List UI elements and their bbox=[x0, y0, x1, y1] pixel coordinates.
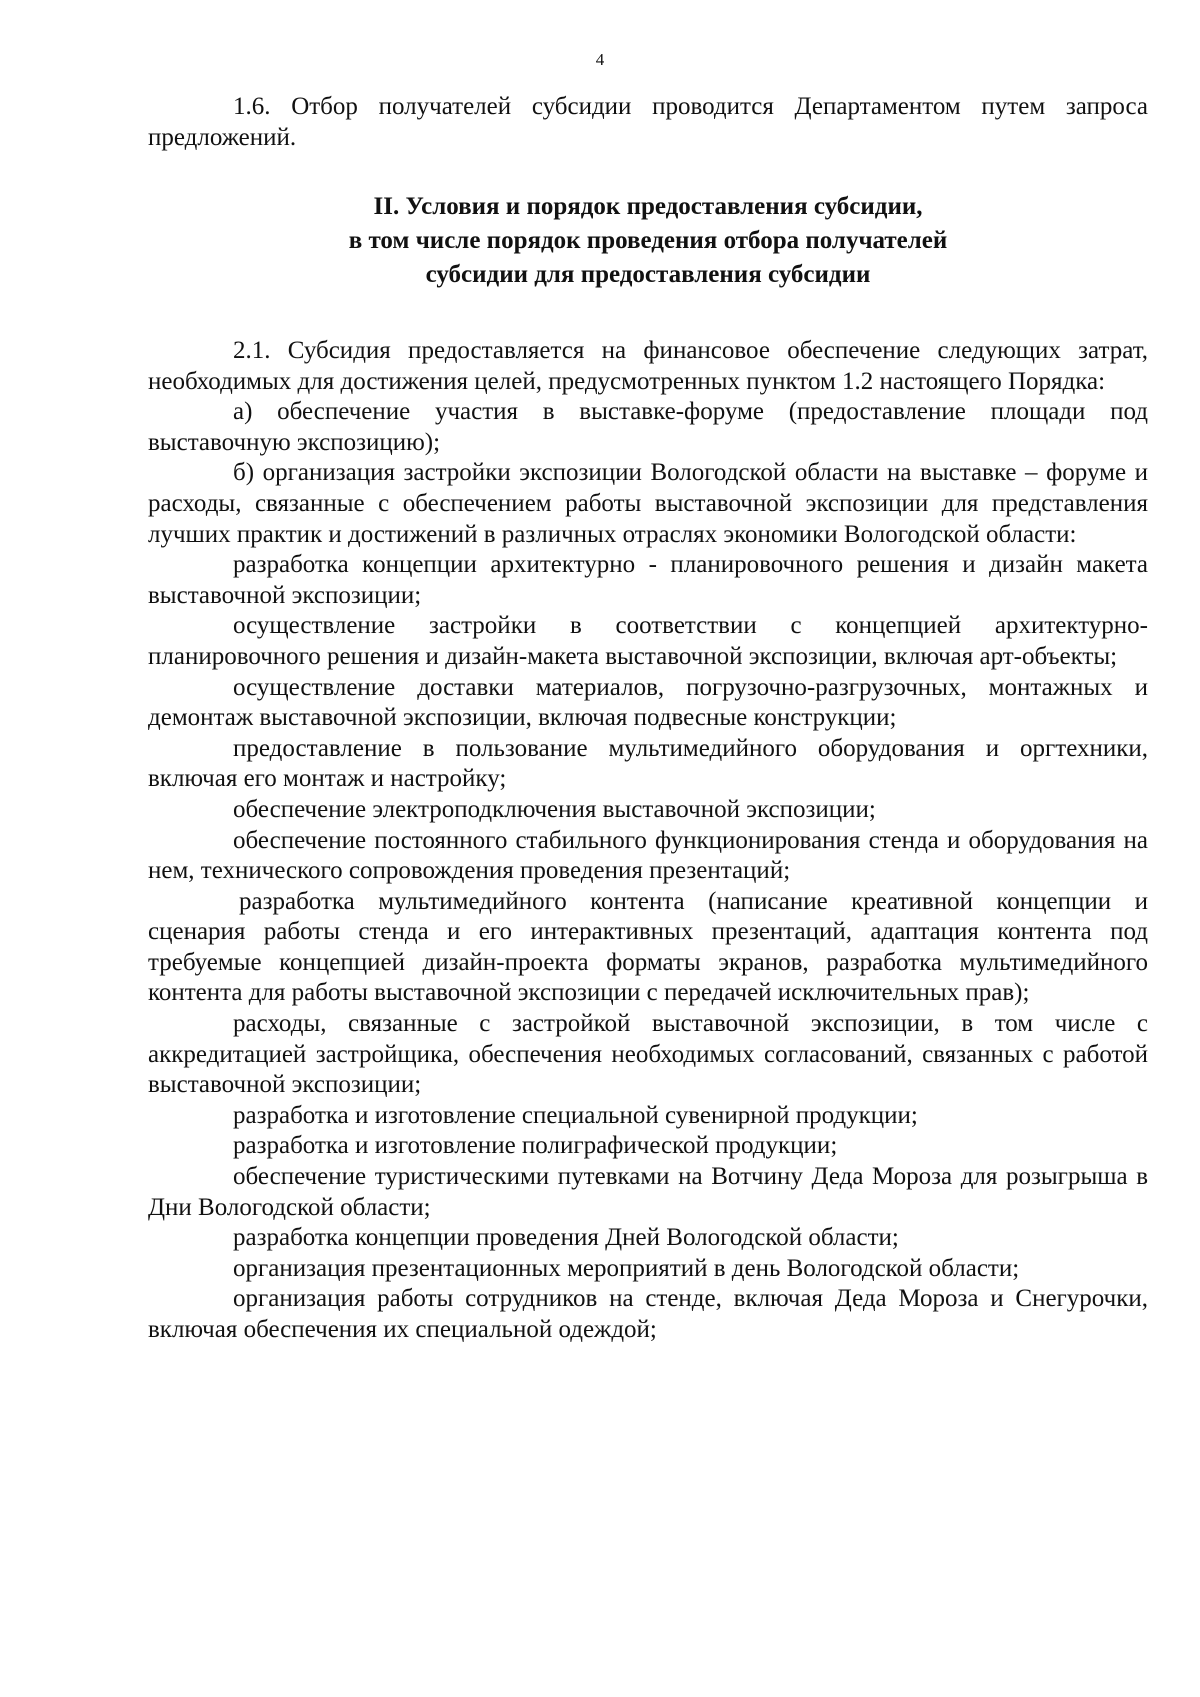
paragraph-souvenirs: разработка и изготовление специальной сувенирной продукции; bbox=[233, 1101, 918, 1129]
paragraph-travel-vouchers: обеспечение туристическими путевками на Вотчину Деда Мороза для розыгрыша в Дни Вологодской области; bbox=[148, 1163, 1148, 1221]
paragraph-1-6: 1.6. Отбор получателей субсидии проводится Департаментом путем запроса предложений. bbox=[148, 93, 1148, 151]
paragraph-days-concept: разработка концепции проведения Дней Вологодской области; bbox=[233, 1224, 899, 1252]
paragraph-delivery: осуществление доставки материалов, погрузочно-разгрузочных, монтажных и демонтаж выставочной экспозиции, включая подвесные конструкции; bbox=[148, 673, 1148, 732]
paragraph-presentation-events: организация презентационных мероприятий в день Вологодской области; bbox=[233, 1254, 1020, 1282]
paragraph-construction-expenses: расходы, связанные с застройкой выставочной экспозиции, в том числе с аккредитацией застройщика, обеспечения необходимых согласований, связанных с работой выставочной экспозиции; bbox=[148, 1010, 1148, 1099]
paragraph-electricity: обеспечение электроподключения выставочной экспозиции; bbox=[233, 795, 876, 823]
paragraph-item-b: б) организация застройки экспозиции Вологодской области на выставке – форуме и расходы, связанные с обеспечением работы выставочной экспозиции для представления лучших практик и достижений в различных отраслях экономики Вологодской области: bbox=[148, 459, 1148, 548]
section-body bbox=[148, 336, 1148, 1346]
paragraph-staff: организация работы сотрудников на стенде, включая Деда Мороза и Снегурочки, включая обеспечения их специальной одеждой; bbox=[148, 1285, 1148, 1343]
intro-section bbox=[148, 92, 1148, 153]
paragraph-2-1: 2.1. Субсидия предоставляется на финансовое обеспечение следующих затрат, необходимых для достижения целей, предусмотренных пунктом 1.2 настоящего Порядка: bbox=[148, 337, 1148, 395]
paragraph-printing: разработка и изготовление полиграфической продукции; bbox=[233, 1132, 838, 1160]
section-heading-line-3: субсидии для предоставления субсидии bbox=[425, 261, 871, 288]
paragraph-concept: разработка концепции архитектурно - планировочного решения и дизайн макета выставочной экспозиции; bbox=[148, 551, 1148, 609]
page-number: 4 bbox=[595, 50, 605, 69]
section-heading bbox=[148, 190, 1148, 292]
section-heading-line-1: II. Условия и порядок предоставления субсидии, bbox=[373, 193, 923, 220]
section-heading-line-2: в том числе порядок проведения отбора получателей bbox=[348, 227, 948, 254]
paragraph-multimedia-content: разработка мультимедийного контента (написание креативной концепции и сценария работы стенда и его интерактивных презентаций, адаптация контента под требуемые концепцией дизайн-проекта форматы экранов, разработка мультимедийного контента для работы выставочной экспозиции с передачей исключительных прав); bbox=[148, 887, 1148, 1007]
paragraph-item-a: а) обеспечение участия в выставке-форуме (предоставление площади под выставочную экспозицию); bbox=[148, 398, 1148, 456]
paragraph-stand-operation: обеспечение постоянного стабильного функционирования стенда и оборудования на нем, технического сопровождения проведения презентаций; bbox=[148, 826, 1148, 885]
paragraph-multimedia-equipment: предоставление в пользование мультимедийного оборудования и оргтехники, включая его монтаж и настройку; bbox=[148, 734, 1148, 793]
paragraph-construction: осуществление застройки в соответствии с концепцией архитектурно-планировочного решения и дизайн-макета выставочной экспозиции, включая арт-объекты; bbox=[148, 612, 1148, 670]
